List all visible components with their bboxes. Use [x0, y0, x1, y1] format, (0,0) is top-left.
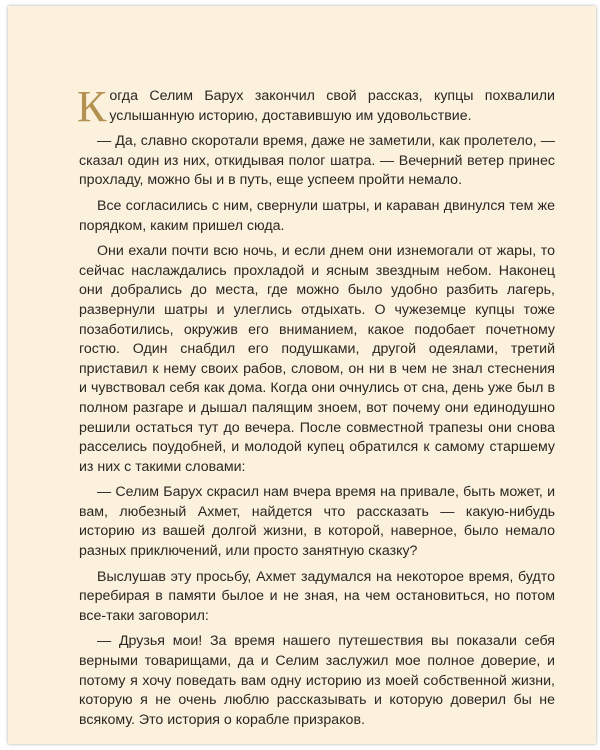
paragraph-3: Все согласились с ним, свернули шатры, и караван двинулся тем же порядком, каким пришел сюда.: [79, 197, 555, 234]
paragraph-1: [77, 82, 555, 131]
body-text: [77, 82, 555, 736]
paragraph-5: — Селим Барух скрасил нам вчера время на привале, быть может, и вам, любезный Ахмет, найдется что рассказать — какую-нибудь историю из вашей долгой жизни, в которой, наверное, было немало разных приключений, или просто занятную сказку?: [79, 484, 555, 560]
paragraph-6: Выслушав эту просьбу, Ахмет задумался на некоторое время, будто перебирая в памяти былое и не зная, на чем остановиться, но потом все-таки заговорил:: [79, 568, 555, 624]
paragraph-4: Они ехали почти всю ночь, и если днем они изнемогали от жары, то сейчас наслаждались прохладой и ясным звездным небом. Наконец они добрались до места, где можно было удобно разбить лагерь, развернули шатры и улеглись отдыхать. О чужеземце купцы тоже позаботились, окружив его вниманием, какое подобает почетному гостю. Один снабдил его подушками, другой одеялами, третий приставил к нему своих рабов, словом, он ни в чем не знал стеснения и чувствовал себя как дома. Когда они очнулись от сна, день уже был в полном разгаре и дышал палящим зноем, вот почему они единодушно решили остаться тут до вечера. После совместной трапезы они снова расселись поудобней, и молодой купец обратился к самому старшему из них с такими словами:: [79, 243, 555, 475]
paragraph-1-text: огда Селим Барух закончил свой рассказ, купцы похвалили услышанную историю, доставившую им удовольствие.: [109, 88, 555, 124]
book-page: [8, 6, 596, 744]
drop-cap: К: [77, 82, 107, 131]
paragraph-7: — Друзья мои! За время нашего путешествия вы показали себя верными товарищами, да и Селим заслужил мое полное доверие, и потому я хочу поведать вам одну историю из моей собственной жизни, которую я не очень люблю рассказывать и которую доверил бы не всякому. Это история о корабле призраков.: [79, 633, 555, 728]
paragraph-2: — Да, славно скоротали время, даже не заметили, как пролетело, — сказал один из них, откидывая полог шатра. — Вечерний ветер принес прохладу, можно бы и в путь, еще успеем пройти немало.: [79, 133, 555, 189]
